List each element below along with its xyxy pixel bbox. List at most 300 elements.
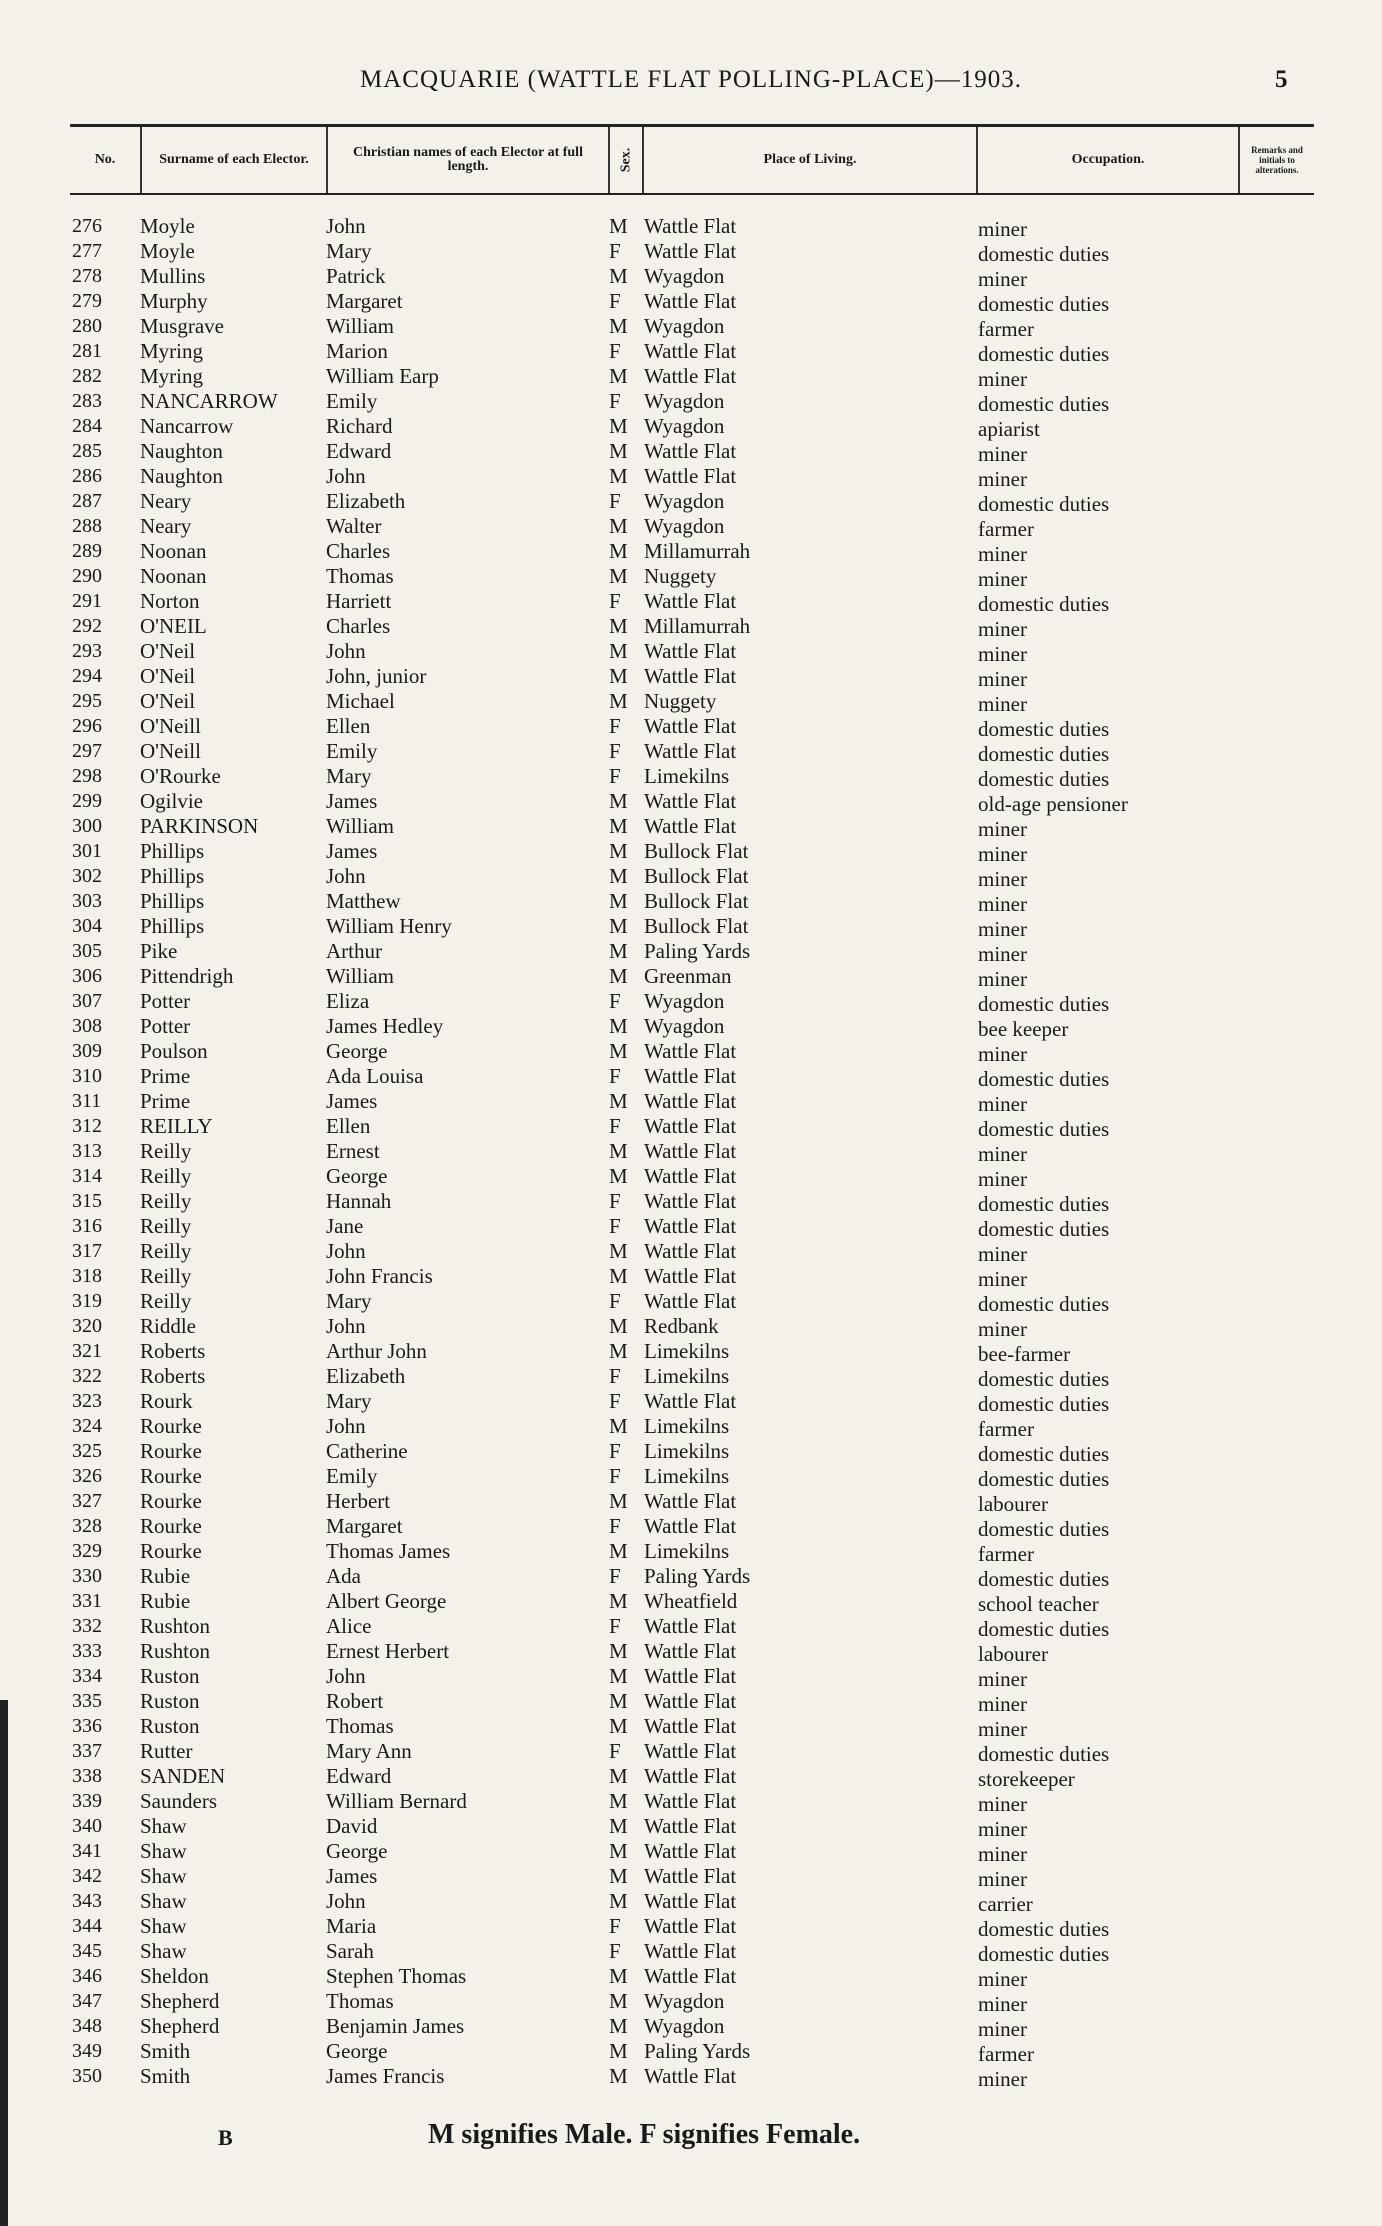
elector-occupation: domestic duties	[978, 1917, 1110, 1941]
elector-occupation: domestic duties	[978, 242, 1110, 266]
table-row	[0, 1014, 1382, 1039]
elector-place: Wattle Flat	[644, 1139, 737, 1163]
page-number: 5	[1275, 66, 1288, 93]
elector-place: Wattle Flat	[644, 1914, 737, 1938]
elector-surname: Moyle	[140, 214, 195, 238]
elector-surname: Rubie	[140, 1589, 191, 1613]
elector-surname: Pittendrigh	[140, 964, 234, 988]
elector-place: Nuggety	[644, 689, 717, 713]
elector-place: Wyagdon	[644, 1014, 725, 1038]
elector-christian-names: Thomas James	[326, 1539, 451, 1563]
elector-place: Wattle Flat	[644, 1289, 737, 1313]
elector-sex: M	[609, 364, 628, 388]
table-row	[0, 1964, 1382, 1989]
elector-occupation: domestic duties	[978, 1442, 1110, 1466]
elector-occupation: farmer	[978, 2042, 1034, 2066]
elector-occupation: domestic duties	[978, 1192, 1110, 1216]
elector-christian-names: John	[326, 1889, 366, 1913]
elector-number: 313	[72, 1140, 102, 1162]
elector-christian-names: Edward	[326, 1764, 392, 1788]
elector-christian-names: Charles	[326, 539, 391, 563]
elector-place: Wattle Flat	[644, 639, 737, 663]
elector-number: 315	[72, 1190, 102, 1212]
elector-number: 339	[72, 1790, 102, 1812]
elector-sex: M	[609, 689, 628, 713]
elector-number: 278	[72, 265, 102, 287]
elector-surname: Phillips	[140, 889, 205, 913]
elector-christian-names: John Francis	[326, 1264, 433, 1288]
elector-occupation: bee keeper	[978, 1017, 1069, 1041]
table-row	[0, 264, 1382, 289]
table-row	[0, 339, 1382, 364]
elector-sex: M	[609, 1839, 628, 1863]
elector-surname: Poulson	[140, 1039, 208, 1063]
elector-number: 309	[72, 1040, 102, 1062]
elector-christian-names: William	[326, 814, 394, 838]
elector-sex: M	[609, 2064, 628, 2088]
elector-place: Limekilns	[644, 764, 730, 788]
elector-surname: O'Neill	[140, 739, 201, 763]
elector-christian-names: John	[326, 1664, 366, 1688]
page-title: MACQUARIE (WATTLE FLAT POLLING-PLACE)—1903.	[360, 66, 1022, 93]
elector-place: Wattle Flat	[644, 439, 737, 463]
elector-number: 330	[72, 1565, 102, 1587]
elector-place: Bullock Flat	[644, 839, 749, 863]
elector-place: Millamurrah	[644, 614, 751, 638]
elector-place: Wattle Flat	[644, 1839, 737, 1863]
elector-occupation: domestic duties	[978, 1567, 1110, 1591]
table-row	[0, 1789, 1382, 1814]
elector-place: Wattle Flat	[644, 1764, 737, 1788]
elector-occupation: domestic duties	[978, 1742, 1110, 1766]
elector-number: 297	[72, 740, 102, 762]
elector-place: Wattle Flat	[644, 214, 737, 238]
elector-christian-names: Hannah	[326, 1189, 392, 1213]
elector-place: Wattle Flat	[644, 1964, 737, 1988]
elector-place: Wattle Flat	[644, 1814, 737, 1838]
elector-sex: F	[609, 739, 621, 763]
elector-number: 308	[72, 1015, 102, 1037]
elector-surname: Shaw	[140, 1839, 187, 1863]
elector-occupation: domestic duties	[978, 992, 1110, 1016]
elector-surname: Noonan	[140, 564, 207, 588]
elector-occupation: miner	[978, 917, 1027, 941]
table-row	[0, 1714, 1382, 1739]
table-row	[0, 1614, 1382, 1639]
elector-sex: M	[609, 2014, 628, 2038]
elector-sex: M	[609, 864, 628, 888]
scan-edge	[0, 1700, 8, 2226]
elector-sex: F	[609, 1189, 621, 1213]
elector-number: 282	[72, 365, 102, 387]
table-row	[0, 589, 1382, 614]
elector-place: Wattle Flat	[644, 1114, 737, 1138]
elector-number: 314	[72, 1165, 102, 1187]
elector-surname: Ruston	[140, 1714, 200, 1738]
elector-number: 347	[72, 1990, 102, 2012]
elector-christian-names: Emily	[326, 1464, 378, 1488]
elector-sex: M	[609, 314, 628, 338]
elector-christian-names: Margaret	[326, 1514, 403, 1538]
elector-place: Wattle Flat	[644, 664, 737, 688]
elector-sex: M	[609, 664, 628, 688]
header-place: Place of Living.	[642, 127, 976, 193]
elector-place: Wyagdon	[644, 514, 725, 538]
header-occupation: Occupation.	[976, 127, 1238, 193]
elector-occupation: miner	[978, 867, 1027, 891]
elector-surname: Rourke	[140, 1464, 202, 1488]
elector-surname: Rourke	[140, 1489, 202, 1513]
elector-occupation: miner	[978, 267, 1027, 291]
elector-surname: Smith	[140, 2064, 191, 2088]
elector-number: 318	[72, 1265, 102, 1287]
elector-place: Limekilns	[644, 1364, 730, 1388]
elector-number: 324	[72, 1415, 102, 1437]
elector-sex: M	[609, 814, 628, 838]
table-row	[0, 614, 1382, 639]
table-row	[0, 314, 1382, 339]
elector-occupation: miner	[978, 1817, 1027, 1841]
elector-sex: M	[609, 1264, 628, 1288]
elector-number: 317	[72, 1240, 102, 1262]
elector-occupation: domestic duties	[978, 1117, 1110, 1141]
elector-place: Limekilns	[644, 1464, 730, 1488]
elector-surname: Rourke	[140, 1414, 202, 1438]
elector-number: 293	[72, 640, 102, 662]
elector-christian-names: James	[326, 839, 378, 863]
elector-place: Wattle Flat	[644, 1889, 737, 1913]
table-row	[0, 1814, 1382, 1839]
elector-occupation: domestic duties	[978, 492, 1110, 516]
elector-christian-names: John	[326, 1239, 366, 1263]
elector-number: 325	[72, 1440, 102, 1462]
elector-sex: F	[609, 1064, 621, 1088]
elector-sex: M	[609, 1889, 628, 1913]
elector-place: Wattle Flat	[644, 714, 737, 738]
elector-number: 346	[72, 1965, 102, 1987]
elector-number: 342	[72, 1865, 102, 1887]
elector-sex: M	[609, 639, 628, 663]
elector-christian-names: Emily	[326, 389, 378, 413]
elector-occupation: domestic duties	[978, 292, 1110, 316]
elector-place: Wattle Flat	[644, 2064, 737, 2088]
elector-number: 285	[72, 440, 102, 462]
elector-occupation: domestic duties	[978, 1292, 1110, 1316]
elector-surname: Nancarrow	[140, 414, 234, 438]
elector-christian-names: Alice	[326, 1614, 372, 1638]
table-row	[0, 739, 1382, 764]
table-row	[0, 389, 1382, 414]
elector-place: Wattle Flat	[644, 464, 737, 488]
elector-number: 341	[72, 1840, 102, 1862]
elector-surname: Moyle	[140, 239, 195, 263]
elector-sex: M	[609, 1014, 628, 1038]
elector-sex: M	[609, 1089, 628, 1113]
table-row	[0, 714, 1382, 739]
elector-sex: M	[609, 1489, 628, 1513]
elector-occupation: miner	[978, 1317, 1027, 1341]
elector-occupation: miner	[978, 1717, 1027, 1741]
elector-number: 312	[72, 1115, 102, 1137]
elector-surname: REILLY	[140, 1114, 213, 1138]
elector-surname: Reilly	[140, 1189, 192, 1213]
elector-christian-names: Emily	[326, 739, 378, 763]
elector-christian-names: Eliza	[326, 989, 370, 1013]
elector-surname: Naughton	[140, 464, 223, 488]
elector-place: Nuggety	[644, 564, 717, 588]
elector-occupation: miner	[978, 1267, 1027, 1291]
elector-number: 349	[72, 2040, 102, 2062]
elector-number: 287	[72, 490, 102, 512]
elector-place: Wattle Flat	[644, 1939, 737, 1963]
elector-surname: Rutter	[140, 1739, 193, 1763]
elector-surname: PARKINSON	[140, 814, 259, 838]
elector-christian-names: Ernest Herbert	[326, 1639, 450, 1663]
elector-place: Bullock Flat	[644, 889, 749, 913]
table-row	[0, 1864, 1382, 1889]
elector-christian-names: Maria	[326, 1914, 377, 1938]
elector-christian-names: John, junior	[326, 664, 427, 688]
table-row	[0, 1064, 1382, 1089]
table-row	[0, 639, 1382, 664]
elector-number: 310	[72, 1065, 102, 1087]
elector-number: 320	[72, 1315, 102, 1337]
elector-surname: Phillips	[140, 864, 205, 888]
elector-surname: Shaw	[140, 1889, 187, 1913]
elector-number: 290	[72, 565, 102, 587]
elector-place: Paling Yards	[644, 939, 751, 963]
elector-number: 299	[72, 790, 102, 812]
elector-occupation: miner	[978, 217, 1027, 241]
elector-surname: Shaw	[140, 1814, 187, 1838]
elector-surname: Roberts	[140, 1364, 206, 1388]
elector-surname: Rourk	[140, 1389, 193, 1413]
elector-christian-names: George	[326, 1039, 388, 1063]
elector-sex: F	[609, 339, 621, 363]
elector-occupation: miner	[978, 1967, 1027, 1991]
elector-number: 348	[72, 2015, 102, 2037]
elector-surname: O'Rourke	[140, 764, 221, 788]
elector-sex: M	[609, 914, 628, 938]
elector-christian-names: George	[326, 2039, 388, 2063]
elector-sex: M	[609, 464, 628, 488]
elector-occupation: miner	[978, 817, 1027, 841]
table-row	[0, 1314, 1382, 1339]
elector-christian-names: Harriett	[326, 589, 392, 613]
elector-place: Wattle Flat	[644, 589, 737, 613]
elector-occupation: miner	[978, 1167, 1027, 1191]
elector-sex: M	[609, 1139, 628, 1163]
table-row	[0, 689, 1382, 714]
elector-sex: M	[609, 789, 628, 813]
elector-sex: F	[609, 1389, 621, 1413]
table-row	[0, 489, 1382, 514]
elector-occupation: farmer	[978, 1542, 1034, 1566]
elector-sex: F	[609, 1439, 621, 1463]
table-row	[0, 1364, 1382, 1389]
table-row	[0, 414, 1382, 439]
elector-sex: F	[609, 589, 621, 613]
table-row	[0, 1089, 1382, 1114]
elector-occupation: farmer	[978, 317, 1034, 341]
elector-christian-names: Thomas	[326, 564, 394, 588]
elector-sex: M	[609, 1714, 628, 1738]
elector-place: Wattle Flat	[644, 239, 737, 263]
elector-place: Limekilns	[644, 1414, 730, 1438]
elector-number: 340	[72, 1815, 102, 1837]
elector-christian-names: George	[326, 1164, 388, 1188]
elector-surname: Prime	[140, 1089, 191, 1113]
elector-christian-names: John	[326, 639, 366, 663]
elector-occupation: school teacher	[978, 1592, 1099, 1616]
elector-number: 350	[72, 2065, 102, 2087]
elector-surname: Musgrave	[140, 314, 224, 338]
elector-christian-names: Thomas	[326, 1989, 394, 2013]
elector-christian-names: Thomas	[326, 1714, 394, 1738]
elector-surname: Reilly	[140, 1164, 192, 1188]
elector-occupation: farmer	[978, 517, 1034, 541]
elector-number: 328	[72, 1515, 102, 1537]
elector-surname: Myring	[140, 364, 203, 388]
elector-number: 279	[72, 290, 102, 312]
elector-surname: Rubie	[140, 1564, 191, 1588]
elector-occupation: miner	[978, 1042, 1027, 1066]
table-row	[0, 1689, 1382, 1714]
elector-number: 332	[72, 1615, 102, 1637]
elector-number: 345	[72, 1940, 102, 1962]
elector-christian-names: William Henry	[326, 914, 452, 938]
elector-sex: M	[609, 514, 628, 538]
elector-surname: Rourke	[140, 1539, 202, 1563]
elector-christian-names: John	[326, 864, 366, 888]
elector-christian-names: William Bernard	[326, 1789, 467, 1813]
elector-occupation: storekeeper	[978, 1767, 1075, 1791]
elector-christian-names: Edward	[326, 439, 392, 463]
elector-occupation: old-age pensioner	[978, 792, 1128, 816]
elector-number: 338	[72, 1765, 102, 1787]
elector-number: 307	[72, 990, 102, 1012]
elector-occupation: miner	[978, 1867, 1027, 1891]
table-row	[0, 2064, 1382, 2089]
elector-number: 333	[72, 1640, 102, 1662]
elector-christian-names: William	[326, 964, 394, 988]
table-row	[0, 1189, 1382, 1214]
elector-sex: F	[609, 1289, 621, 1313]
elector-christian-names: Mary Ann	[326, 1739, 412, 1763]
elector-place: Wattle Flat	[644, 1789, 737, 1813]
elector-place: Wyagdon	[644, 389, 725, 413]
elector-surname: Ruston	[140, 1664, 200, 1688]
elector-number: 276	[72, 215, 102, 237]
elector-place: Paling Yards	[644, 1564, 751, 1588]
elector-occupation: domestic duties	[978, 1617, 1110, 1641]
table-row	[0, 1389, 1382, 1414]
elector-sex: M	[609, 889, 628, 913]
elector-place: Wheatfield	[644, 1589, 738, 1613]
header-christian: Christian names of each Elector at full length.	[326, 127, 608, 193]
elector-surname: Shaw	[140, 1939, 187, 1963]
elector-occupation: miner	[978, 1667, 1027, 1691]
elector-number: 302	[72, 865, 102, 887]
elector-occupation: domestic duties	[978, 742, 1110, 766]
table-row	[0, 539, 1382, 564]
elector-number: 304	[72, 915, 102, 937]
elector-number: 327	[72, 1490, 102, 1512]
elector-occupation: miner	[978, 642, 1027, 666]
elector-sex: M	[609, 1764, 628, 1788]
table-row	[0, 289, 1382, 314]
elector-place: Wattle Flat	[644, 1714, 737, 1738]
elector-place: Wattle Flat	[644, 1164, 737, 1188]
elector-surname: O'Neil	[140, 664, 196, 688]
elector-number: 337	[72, 1740, 102, 1762]
elector-place: Wattle Flat	[644, 739, 737, 763]
elector-place: Wattle Flat	[644, 814, 737, 838]
elector-place: Wattle Flat	[644, 1089, 737, 1113]
elector-christian-names: James Francis	[326, 2064, 445, 2088]
elector-surname: SANDEN	[140, 1764, 226, 1788]
table-row	[0, 1464, 1382, 1489]
elector-sex: F	[609, 1564, 621, 1588]
elector-number: 284	[72, 415, 102, 437]
elector-occupation: domestic duties	[978, 1067, 1110, 1091]
table-row	[0, 1764, 1382, 1789]
elector-sex: M	[609, 214, 628, 238]
header-surname: Surname of each Elector.	[140, 127, 326, 193]
table-row	[0, 514, 1382, 539]
elector-christian-names: Elizabeth	[326, 1364, 406, 1388]
elector-place: Wattle Flat	[644, 1864, 737, 1888]
sex-legend: M signifies Male. F signifies Female.	[428, 2119, 861, 2150]
table-row	[0, 1564, 1382, 1589]
elector-occupation: farmer	[978, 1417, 1034, 1441]
elector-christian-names: Sarah	[326, 1939, 374, 1963]
elector-surname: Reilly	[140, 1139, 192, 1163]
elector-christian-names: John	[326, 214, 366, 238]
elector-sex: M	[609, 1414, 628, 1438]
elector-surname: Neary	[140, 489, 192, 513]
elector-occupation: miner	[978, 1692, 1027, 1716]
elector-place: Wattle Flat	[644, 1389, 737, 1413]
elector-number: 336	[72, 1715, 102, 1737]
table-row	[0, 564, 1382, 589]
elector-number: 292	[72, 615, 102, 637]
table-row	[0, 889, 1382, 914]
elector-occupation: domestic duties	[978, 1467, 1110, 1491]
elector-christian-names: Mary	[326, 1389, 372, 1413]
elector-occupation: domestic duties	[978, 1942, 1110, 1966]
elector-place: Wattle Flat	[644, 1739, 737, 1763]
elector-number: 286	[72, 465, 102, 487]
elector-surname: Myring	[140, 339, 203, 363]
elector-place: Wattle Flat	[644, 1489, 737, 1513]
elector-sex: F	[609, 289, 621, 313]
elector-sex: M	[609, 1539, 628, 1563]
elector-surname: Rushton	[140, 1639, 211, 1663]
table-row	[0, 1239, 1382, 1264]
elector-sex: F	[609, 489, 621, 513]
elector-sex: F	[609, 1739, 621, 1763]
elector-occupation: bee-farmer	[978, 1342, 1071, 1366]
table-row	[0, 764, 1382, 789]
table-row	[0, 964, 1382, 989]
elector-place: Wyagdon	[644, 489, 725, 513]
table-row	[0, 1514, 1382, 1539]
elector-surname: Reilly	[140, 1239, 192, 1263]
elector-christian-names: Ada	[326, 1564, 361, 1588]
elector-sex: M	[609, 1314, 628, 1338]
elector-sex: F	[609, 1939, 621, 1963]
